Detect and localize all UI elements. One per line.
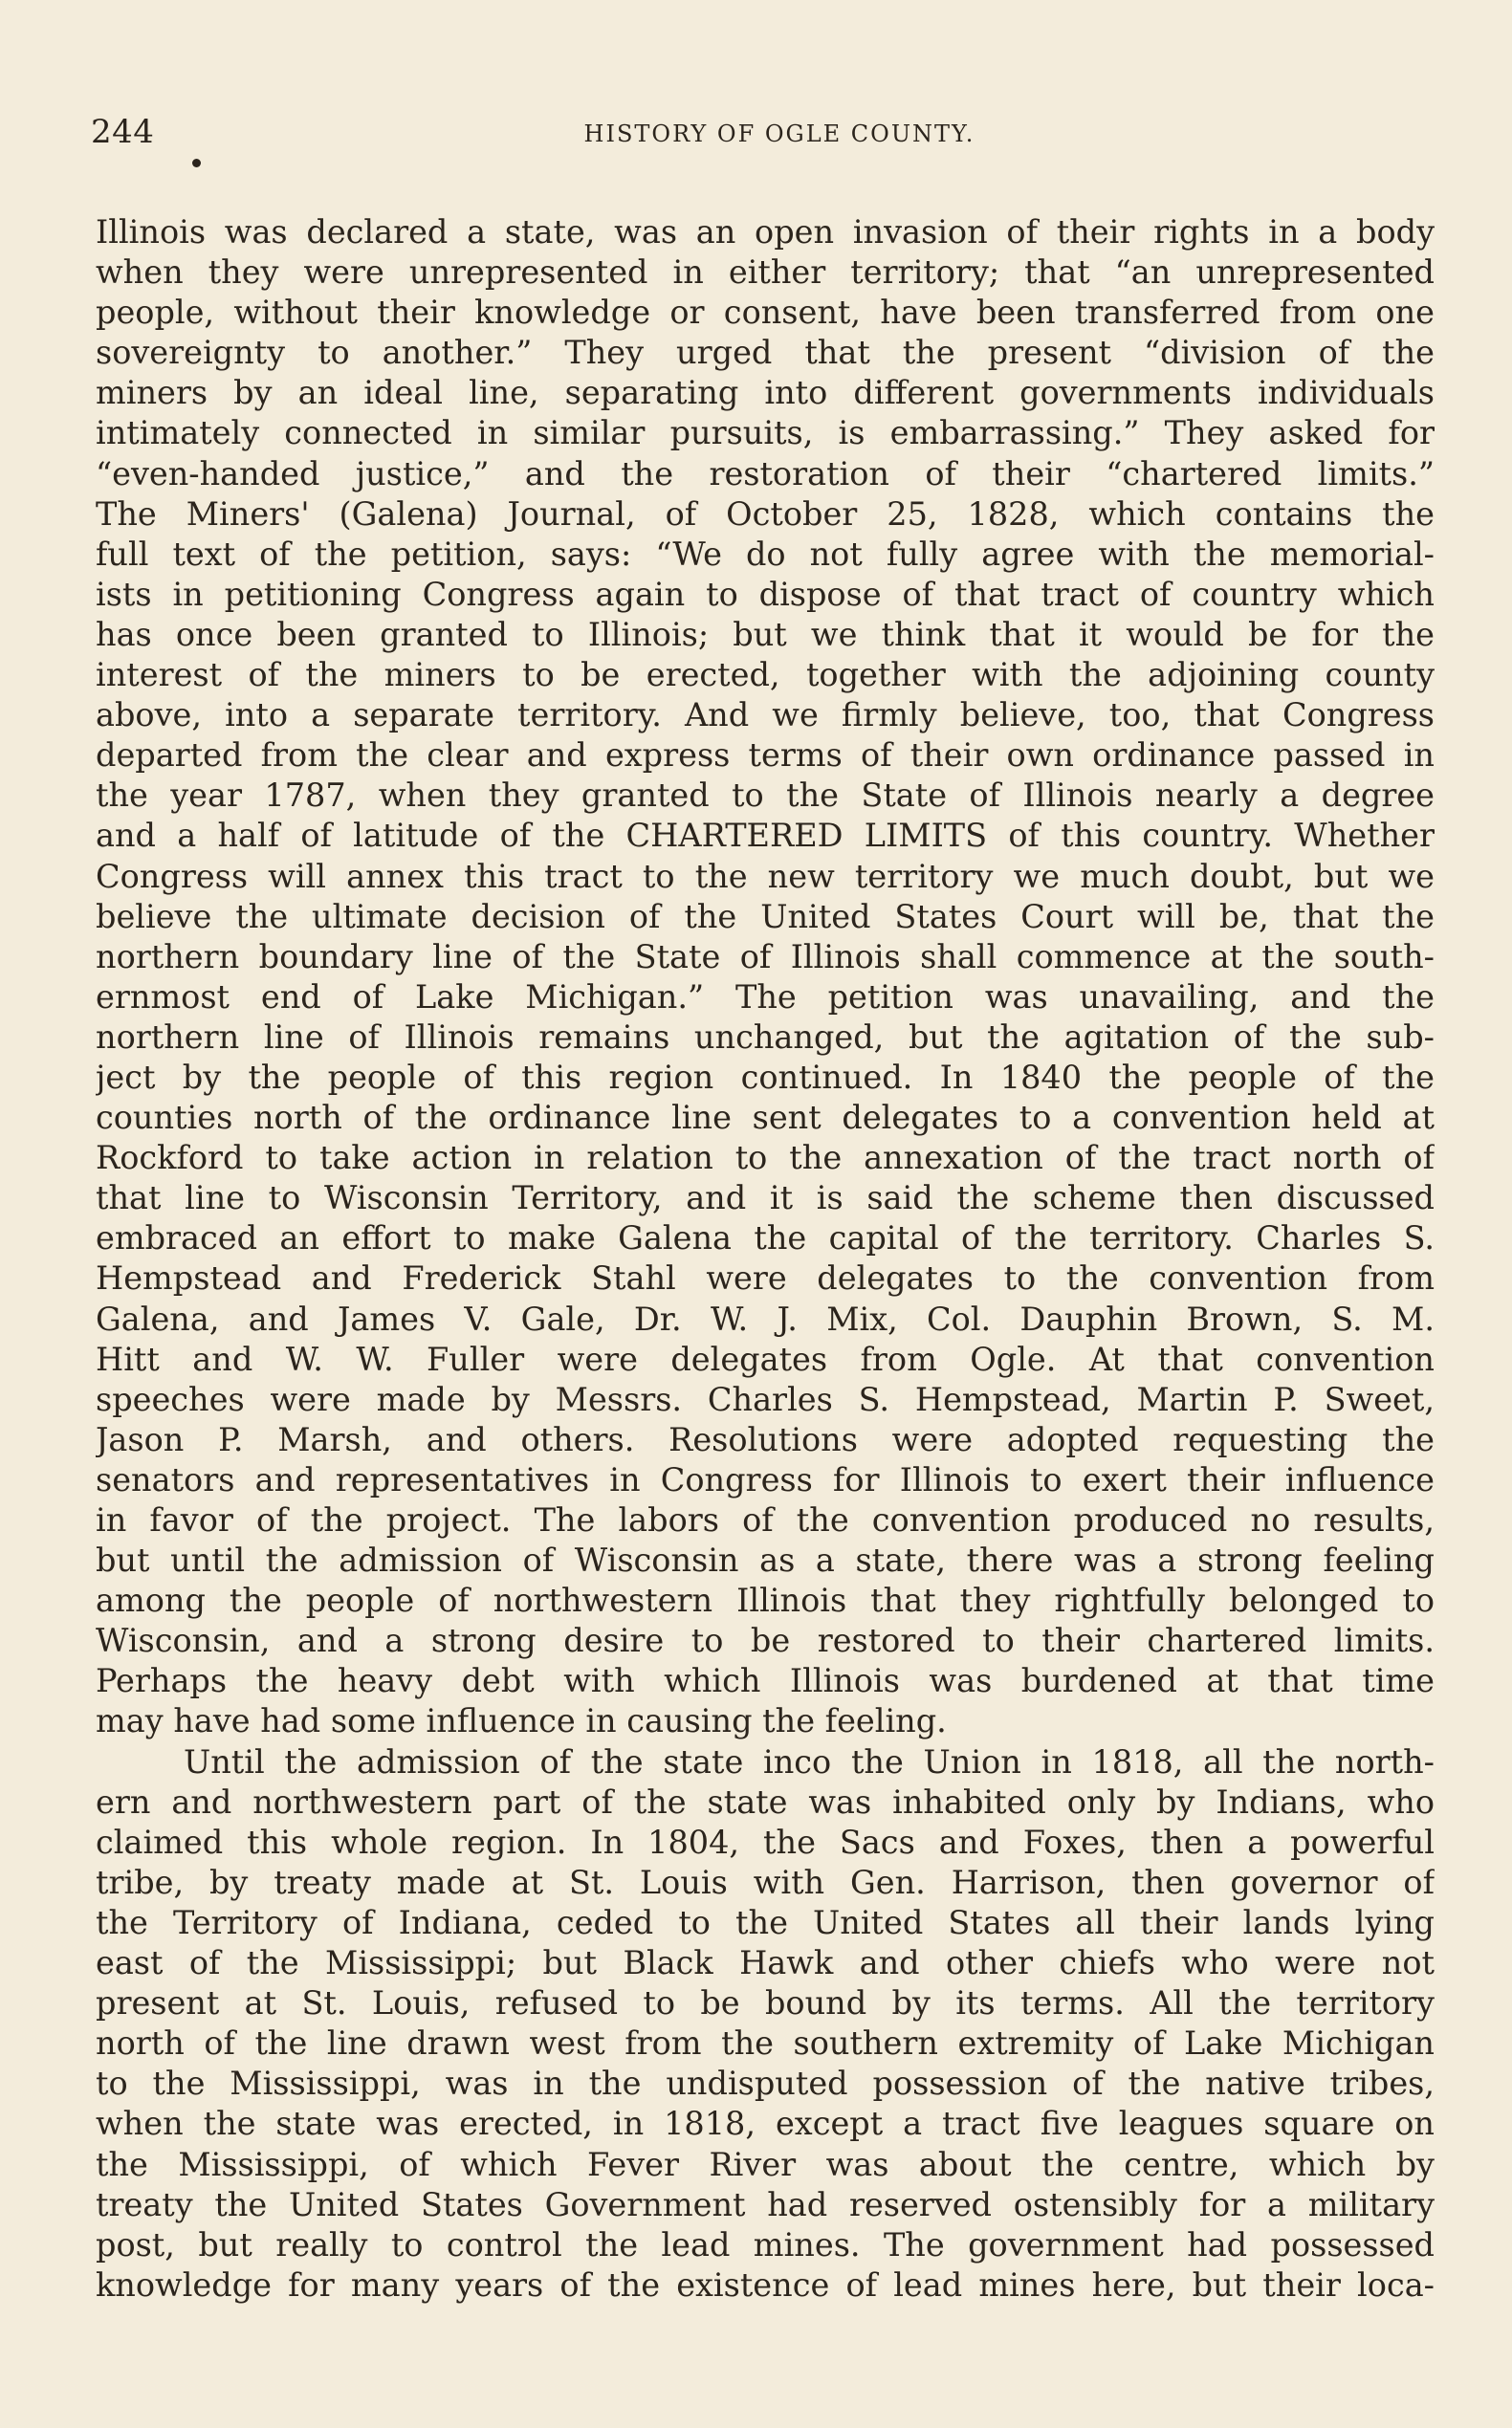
text-line: northern line of Illinois remains unchanged, but the agitation of the sub- — [96, 1017, 1435, 1056]
text-line: post, but really to control the lead mines. The government had possessed — [96, 2225, 1435, 2264]
text-line: counties north of the ordinance line sent delegates to a convention held at — [96, 1099, 1435, 1137]
text-line: interest of the miners to be erected, together with the adjoining county — [96, 656, 1435, 694]
text-line: full text of the petition, says: “We do not fully agree with the memorial- — [96, 535, 1435, 573]
text-line: when the state was erected, in 1818, except a tract five leagues square on — [96, 2105, 1435, 2143]
text-line: Congress will annex this tract to the new territory we much doubt, but we — [96, 857, 1435, 895]
text-line: ernmost end of Lake Michigan.” The petition was unavailing, and the — [96, 977, 1435, 1016]
text-line: the Territory of Indiana, ceded to the United States all their lands lying — [96, 1903, 1435, 1941]
text-line: has once been granted to Illinois; but we think that it would be for the — [96, 615, 1435, 653]
text-line: but until the admission of Wisconsin as a state, there was a strong feeling — [96, 1542, 1435, 1580]
text-line: Perhaps the heavy debt with which Illinois was burdened at that time — [96, 1662, 1435, 1700]
text-line: present at St. Louis, refused to be bound by its terms. All the territory — [96, 1984, 1435, 2023]
text-line: Wisconsin, and a strong desire to be restored to their chartered limits. — [96, 1622, 1435, 1660]
running-head — [91, 113, 1439, 161]
text-line: ern and northwestern part of the state was inhabited only by Indians, who — [96, 1783, 1435, 1821]
text-line: in favor of the project. The labors of the convention produced no results, — [96, 1501, 1435, 1539]
printer-mark — [192, 159, 201, 167]
text-line: intimately connected in similar pursuits, is embarrassing.” They asked for — [96, 414, 1435, 452]
text-line: Illinois was declared a state, was an open invasion of their rights in a body — [96, 213, 1435, 251]
text-line: the Mississippi, of which Fever River was about the centre, which by — [96, 2145, 1435, 2183]
running-title: HISTORY OF OGLE COUNTY. — [583, 120, 975, 147]
text-line: embraced an effort to make Galena the capital of the territory. Charles S. — [96, 1219, 1435, 1258]
text-line: Hempstead and Frederick Stahl were delegates to the convention from — [96, 1259, 1435, 1298]
text-line: the year 1787, when they granted to the State of Illinois nearly a degree — [96, 777, 1435, 815]
text-line: that line to Wisconsin Territory, and it is said the scheme then discussed — [96, 1179, 1435, 1217]
text-line: above, into a separate territory. And we firmly believe, too, that Congress — [96, 696, 1435, 734]
text-line: tribe, by treaty made at St. Louis with Gen. Harrison, then governor of — [96, 1863, 1435, 1901]
text-line: ists in petitioning Congress again to dispose of that tract of country which — [96, 575, 1435, 613]
text-line: speeches were made by Messrs. Charles S. Hempstead, Martin P. Sweet, — [96, 1380, 1435, 1418]
text-line: Galena, and James V. Gale, Dr. W. J. Mix, Col. Dauphin Brown, S. M. — [96, 1300, 1435, 1338]
page-number: 244 — [91, 113, 155, 151]
text-line: Rockford to take action in relation to the annexation of the tract north of — [96, 1139, 1435, 1177]
text-line: sovereignty to another.” They urged that the present “division of the — [96, 334, 1435, 372]
text-line: Jason P. Marsh, and others. Resolutions were adopted requesting the — [96, 1420, 1435, 1458]
text-line: may have had some influence in causing the feeling. — [96, 1702, 947, 1740]
text-line: The Miners' (Galena) Journal, of October 25, 1828, which contains the — [96, 494, 1435, 533]
text-line: people, without their knowledge or consent, have been transferred from one — [96, 294, 1435, 332]
text-line: to the Mississippi, was in the undisputed possession of the native tribes, — [96, 2065, 1435, 2103]
text-line: “even-handed justice,” and the restoration of their “chartered limits.” — [96, 454, 1435, 492]
text-line: treaty the United States Government had reserved ostensibly for a military — [96, 2185, 1435, 2223]
text-line: Hitt and W. W. Fuller were delegates from Ogle. At that convention — [96, 1340, 1435, 1378]
text-line: departed from the clear and express terms of their own ordinance passed in — [96, 736, 1435, 775]
text-line: ject by the people of this region continued. In 1840 the people of the — [96, 1058, 1435, 1096]
text-line: claimed this whole region. In 1804, the Sacs and Foxes, then a powerful — [96, 1823, 1435, 1861]
text-line: among the people of northwestern Illinois that they rightfully belonged to — [96, 1582, 1435, 1620]
text-line: north of the line drawn west from the southern extremity of Lake Michigan — [96, 2024, 1435, 2063]
text-line: east of the Mississippi; but Black Hawk and other chiefs who were not — [96, 1944, 1435, 1982]
text-line: senators and representatives in Congress for Illinois to exert their influence — [96, 1460, 1435, 1498]
text-line: miners by an ideal line, separating into different governments individuals — [96, 374, 1435, 412]
text-line: when they were unrepresented in either territory; that “an unrepresented — [96, 253, 1435, 292]
text-line: and a half of latitude of the CHARTERED LIMITS of this country. Whether — [96, 817, 1435, 855]
text-line: northern boundary line of the State of Illinois shall commence at the south- — [96, 937, 1435, 975]
text-line: Until the admission of the state inco the Union in 1818, all the north- — [184, 1742, 1435, 1781]
text-line: knowledge for many years of the existence of lead mines here, but their loca- — [96, 2265, 1435, 2304]
body-text — [96, 212, 1435, 2306]
text-line: believe the ultimate decision of the United States Court will be, that the — [96, 897, 1435, 935]
